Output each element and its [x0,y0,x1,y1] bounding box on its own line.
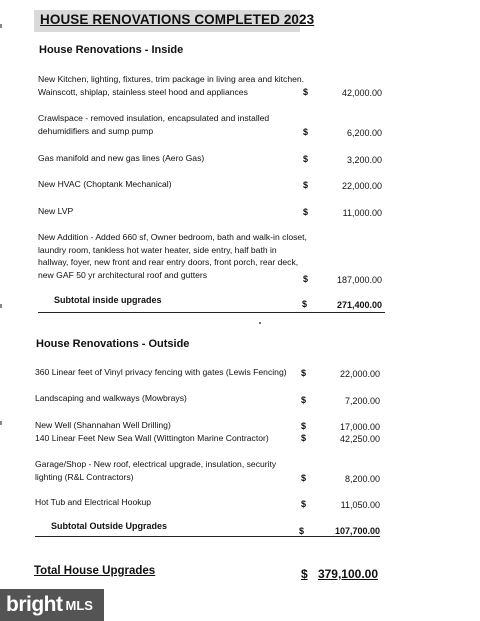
scan-speck [259,322,261,324]
inside-item-desc: New Addition - Added 660 sf, Owner bedroom, bath and walk-in closet, laundry room, tankless hot water heater, side entry, half bath in hallway, foyer, new front and rear entry doors, front porch, rear deck, new GAF 50 yr architectural roof and gutters [38,232,307,280]
outside-item-amount: 11,050.00 [340,500,380,510]
watermark-suffix: MLS [65,597,93,613]
outside-subtotal-rule [35,536,380,537]
outside-item-desc: Hot Tub and Electrical Hookup [35,497,152,507]
outside-item-desc: Landscaping and walkways (Mowbrays) [35,393,187,403]
outside-item-desc: New Well (Shannahan Well Drilling) [35,420,171,430]
scan-edge-mark [0,421,2,425]
outside-subtotal-currency: $ [299,526,305,536]
outside-item-amount: 8,200.00 [344,474,380,484]
total-currency: $ [301,567,308,581]
outside-item-amount: 42,250.00 [339,434,380,444]
outside-item-currency: $ [301,499,307,509]
inside-item-desc: New HVAC (Choptank Mechanical) [38,179,172,189]
inside-subtotal-label: Subtotal inside upgrades [54,295,162,305]
inside-item-amount: 42,000.00 [341,88,382,98]
outside-item-amount: 17,000.00 [339,422,380,432]
outside-item-currency: $ [301,433,307,443]
inside-item-amount: 3,200.00 [346,155,382,165]
outside-subtotal-amount: 107,700.00 [334,526,380,536]
inside-item-amount: 187,000.00 [336,275,382,285]
outside-item-currency: $ [301,421,307,431]
watermark-brand: bright [6,593,63,616]
outside-item-currency: $ [301,368,307,378]
total-label: Total House Upgrades [34,565,156,577]
inside-item-desc: Gas manifold and new gas lines (Aero Gas) [38,153,205,163]
bright-mls-watermark [0,589,104,621]
outside-heading: House Renovations - Outside [36,338,190,350]
scan-edge-mark [0,24,2,28]
inside-subtotal-currency: $ [302,299,308,309]
outside-item-currency: $ [301,473,307,483]
outside-item-amount: 7,200.00 [344,396,380,406]
inside-item-currency: $ [303,274,309,284]
total-amount: 379,100.00 [317,567,378,581]
inside-item-desc: New Kitchen, lighting, fixtures, trim package in living area and kitchen. Wainscott, shiplap, stainless steel hood and appliances [38,74,305,97]
inside-item-amount: 11,000.00 [342,208,382,218]
inside-heading: House Renovations - Inside [39,44,184,56]
inside-subtotal-rule [38,312,385,313]
inside-item-currency: $ [303,180,309,190]
inside-item-currency: $ [303,207,309,217]
outside-item-desc: 140 Linear Feet New Sea Wall (Wittington Marine Contractor) [35,433,269,443]
outside-subtotal-label: Subtotal Outside Upgrades [51,521,168,531]
inside-item-amount: 22,000.00 [341,181,382,191]
outside-item-desc: 360 Linear feet of Vinyl privacy fencing with gates (Lewis Fencing) [35,367,287,377]
inside-item-amount: 6,200.00 [346,128,382,138]
inside-item-currency: $ [303,154,309,164]
inside-item-currency: $ [303,127,309,137]
outside-item-desc: Garage/Shop - New roof, electrical upgrade, insulation, security lighting (R&L Contractors) [35,459,277,482]
outside-item-amount: 22,000.00 [339,369,380,379]
inside-subtotal-amount: 271,400.00 [336,300,382,310]
outside-item-currency: $ [301,395,307,405]
inside-item-currency: $ [303,87,309,97]
inside-item-desc: Crawlspace - removed insulation, encapsulated and installed dehumidifiers and sump pump [38,113,270,136]
page-title: HOUSE RENOVATIONS COMPLETED 2023 [40,12,315,27]
scan-edge-mark [0,304,2,308]
inside-item-desc: New LVP [38,206,74,216]
